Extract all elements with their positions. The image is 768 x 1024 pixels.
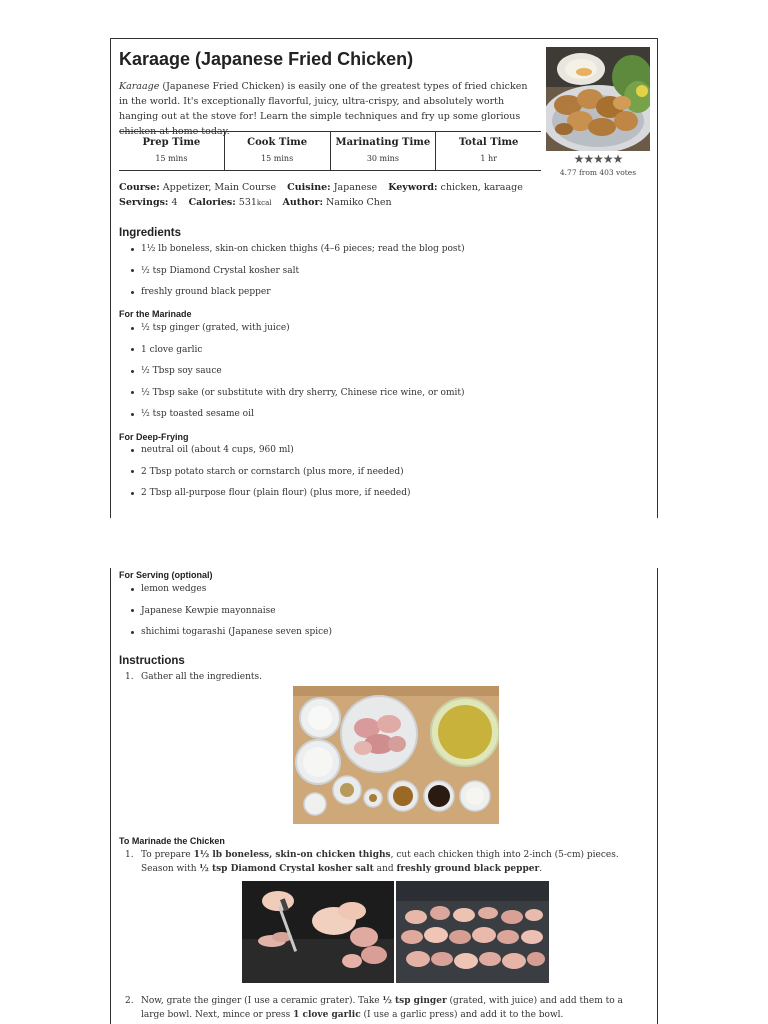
step-number: 1. [125,850,134,860]
time-value: 30 mins [366,154,399,163]
bold-ingredient: ½ tsp Diamond Crystal kosher salt [199,864,374,874]
ingredients-heading: Ingredients [119,227,181,239]
list-item: 2 Tbsp all-purpose flour (plain flour) (plus more, if needed) [119,487,411,509]
intro-italic: Karaage [119,81,160,92]
recipe-meta-line-1 [119,182,523,193]
instructions-heading: Instructions [119,655,185,667]
text-run: (grated, with juice) and add them to a large bowl. Next, mince or press [141,996,623,1020]
instruction-step [125,848,645,876]
text-run: Now, grate the ginger (I use a ceramic grater). Take [141,996,383,1006]
marinate-heading: To Marinade the Chicken [119,836,225,846]
serving-heading: For Serving (optional) [119,570,213,580]
recipe-intro [119,79,531,139]
time-value: 15 mins [155,154,188,163]
total-time [435,132,541,170]
ingredients-frying-list [119,444,411,509]
list-item: ½ tsp ginger (grated, with juice) [119,322,465,344]
bold-ingredient: 1½ lb boneless, skin-on chicken thighs [193,850,391,860]
bold-ingredient: ½ tsp ginger [382,996,447,1006]
step-text [125,848,645,876]
bold-ingredient: 1 clove garlic [293,1010,361,1020]
list-item: shichimi togarashi (Japanese seven spice) [119,626,332,648]
course-value: Appetizer, Main Course [162,182,277,193]
time-label: Marinating Time [335,137,431,148]
deep-frying-heading: For Deep-Frying [119,432,189,442]
ingredients-marinade-list [119,322,465,430]
step-number: 1. [125,672,134,682]
step-text: Gather all the ingredients. [141,672,262,682]
bold-ingredient: freshly ground black pepper [396,864,540,874]
list-item: neutral oil (about 4 cups, 960 ml) [119,444,411,466]
keyword-label: Keyword: [388,182,438,193]
text-run: To prepare [141,850,194,860]
chicken-pieces-photo [396,881,549,983]
author-value: Namiko Chen [325,197,392,208]
recipe-times [119,131,541,171]
list-item: 1 clove garlic [119,344,465,366]
time-label: Cook Time [247,137,308,148]
servings-value[interactable]: 4 [171,197,178,208]
keyword-value: chicken, karaage [440,182,523,193]
rating-stars-icon[interactable]: ★★★★★ [573,152,623,166]
text-run: and [373,864,397,874]
ingredients-serving-list [119,583,332,648]
cutting-chicken-photo [242,881,394,983]
list-item: ½ tsp Diamond Crystal kosher salt [119,265,465,287]
calories-label: Calories: [188,197,236,208]
time-label: Total Time [458,137,519,148]
list-item: Japanese Kewpie mayonnaise [119,605,332,627]
recipe-card-page-1 [110,38,658,518]
text-run: . [539,864,543,874]
recipe-thumbnail-image[interactable] [546,47,650,151]
time-label: Prep Time [142,137,201,148]
ingredients-photo [293,686,499,824]
calories-unit: kcal [256,199,272,207]
recipe-meta-line-2 [119,197,392,208]
calories-value: 531 [238,197,257,208]
rating-count: 4.77 from 403 votes [559,168,637,177]
step-number: 2. [125,996,134,1006]
servings-label: Servings: [119,197,169,208]
instruction-step [125,994,645,1022]
text-run: , cut each chicken thigh into 2-inch (5-cm) pieces. Season with [141,850,619,874]
step-text [125,994,645,1022]
author-label: Author: [282,197,323,208]
list-item: ½ Tbsp soy sauce [119,365,465,387]
time-value: 1 hr [480,154,497,163]
time-value: 15 mins [261,154,294,163]
list-item: 2 Tbsp potato starch or cornstarch (plus more, if needed) [119,466,411,488]
course-label: Course: [119,182,160,193]
text-run: (I use a garlic press) and add it to the bowl. [360,1010,564,1020]
marinade-heading: For the Marinade [119,309,192,319]
list-item: ½ Tbsp sake (or substitute with dry sherry, Chinese rice wine, or omit) [119,387,465,409]
cuisine-value: Japanese [333,182,378,193]
marinating-time [330,132,436,170]
recipe-card-page-2 [110,568,658,1024]
list-item: lemon wedges [119,583,332,605]
ingredients-main-list [119,243,465,308]
prep-time [119,132,224,170]
recipe-title: Karaage (Japanese Fried Chicken) [119,49,414,69]
cook-time [224,132,330,170]
intro-text: (Japanese Fried Chicken) is easily one of the greatest types of fried chicken in the world. It's exceptionally flavorful, juicy, ultra-crispy, and absolutely worth hanging out at the stove for! Learn the simple techniques and fry up some glorious chicken at home today. [119,81,528,137]
cuisine-label: Cuisine: [287,182,331,193]
list-item: freshly ground black pepper [119,286,465,308]
list-item: 1½ lb boneless, skin-on chicken thighs (4–6 pieces; read the blog post) [119,243,465,265]
instruction-step [125,670,262,684]
list-item: ½ tsp toasted sesame oil [119,408,465,430]
